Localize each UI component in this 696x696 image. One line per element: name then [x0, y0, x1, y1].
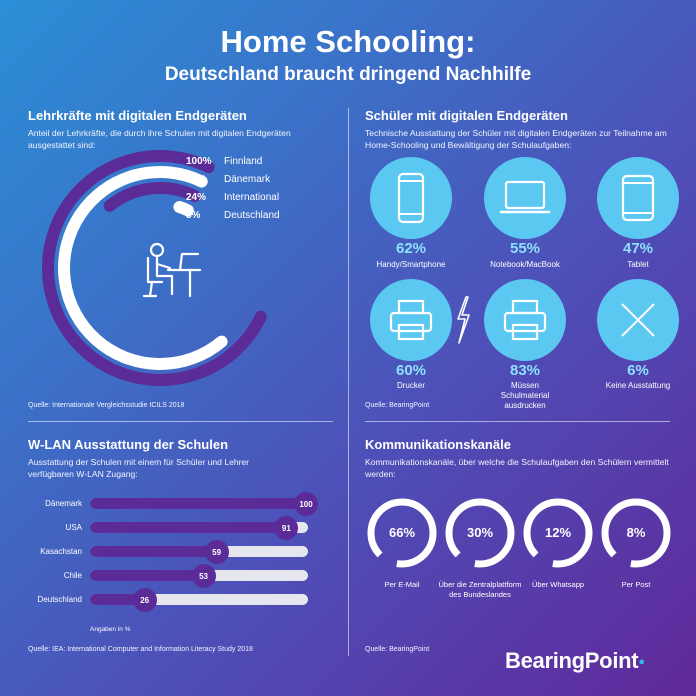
- channel-label: Per Post: [621, 580, 651, 589]
- channel-label: Über die Zentralplattform des Bundeslandes: [438, 580, 522, 599]
- channel-label: Über Whatsapp: [531, 580, 585, 589]
- horizontal-divider-right: [365, 421, 670, 422]
- page-subtitle: Deutschland braucht dringend Nachhilfe: [164, 64, 532, 85]
- device-pct-tablet: 47%: [622, 240, 654, 257]
- printer-icon: [387, 298, 435, 342]
- horizontal-divider-left: [28, 421, 333, 422]
- device-pct-none: 6%: [627, 362, 649, 379]
- channels-source: Quelle: BearingPoint: [365, 646, 430, 653]
- bar-fill: [90, 546, 219, 557]
- no-equipment-tile: [597, 279, 679, 361]
- device-label-smartphone: Handy/Smartphone: [376, 260, 446, 269]
- brand-logo: [505, 648, 645, 674]
- teachers-radial-chart: [40, 150, 330, 390]
- wlan-title: W-LAN Ausstattung der Schulen: [28, 437, 229, 452]
- laptop-icon: [498, 178, 552, 218]
- teachers-legend: [186, 152, 280, 224]
- legend-row-daenemark: [186, 170, 280, 188]
- wlan-description: Ausstattung der Schulen mit einem für Schüler und Lehrer verfügbaren W-LAN Zugang:: [28, 457, 250, 479]
- bar-label: Chile: [63, 571, 82, 580]
- channel-pct: 12%: [544, 525, 572, 540]
- wlan-bar-chart: [22, 498, 322, 618]
- channel-pct: 8%: [626, 525, 646, 540]
- smartphone-icon: [391, 172, 431, 224]
- teachers-source: Quelle: Internationale Vergleichsstudie ICILS 2018: [28, 402, 185, 409]
- bar-label: Dänemark: [45, 499, 82, 508]
- wlan-source: Quelle: IEA: International Computer and Information Literacy Study 2018: [28, 646, 253, 653]
- students-description: Technische Ausstattung der Schüler mit digitalen Endgeräten zur Teilnahme am Home-Schooling und Bewältigung der Schulaufgaben:: [365, 128, 667, 150]
- bar-fill: [90, 570, 206, 581]
- bar-value: 100: [294, 492, 318, 516]
- wlan-unit-note: Angaben in %: [90, 626, 131, 633]
- channel-pct: 30%: [466, 525, 494, 540]
- printer-required-tile: [484, 279, 566, 361]
- device-label-must-print: Müssen Schulmaterial ausdrucken: [500, 381, 550, 410]
- laptop-tile: [484, 157, 566, 239]
- printer-icon: [501, 298, 549, 342]
- device-label-none: Keine Ausstattung: [605, 381, 671, 390]
- device-pct-laptop: 55%: [509, 240, 541, 257]
- device-pct-smartphone: 62%: [395, 240, 427, 257]
- channels-rings: [355, 496, 685, 626]
- tablet-icon: [618, 173, 658, 223]
- device-label-printer: Drucker: [396, 381, 425, 390]
- channels-description: Kommunikationskanäle, über welche die Schulaufgaben den Schülern vermittelt werden:: [365, 457, 669, 479]
- device-pct-must-print: 83%: [509, 362, 541, 379]
- teachers-description: Anteil der Lehrkräfte, die durch ihre Schulen mit digitalen Endgeräten ausgestattet sind:: [28, 128, 291, 150]
- brand-dot-icon: ●: [638, 656, 645, 669]
- bar-label: Deutschland: [37, 595, 82, 604]
- lightning-icon: [452, 295, 474, 345]
- legend-pct: 24%: [186, 191, 207, 203]
- device-pct-printer: 60%: [395, 362, 427, 379]
- printer-tile: [370, 279, 452, 361]
- bar-value: 59: [205, 540, 229, 564]
- bar-value: 26: [133, 588, 157, 612]
- bar-label: USA: [65, 523, 82, 532]
- legend-row-deutschland: [186, 206, 280, 224]
- bar-label: Kasachstan: [40, 547, 82, 556]
- legend-label: International: [224, 191, 280, 203]
- students-source: Quelle: BearingPoint: [365, 402, 430, 409]
- person-at-computer-icon: [144, 244, 200, 296]
- device-label-laptop: Notebook/MacBook: [490, 260, 560, 269]
- cross-icon: [616, 298, 660, 342]
- legend-label: Finnland: [224, 155, 263, 167]
- channels-title: Kommunikationskanäle: [365, 437, 511, 452]
- device-label-tablet: Tablet: [627, 260, 649, 269]
- channel-label: Per E-Mail: [384, 580, 420, 589]
- legend-row-finnland: [186, 152, 280, 170]
- legend-row-international: [186, 188, 280, 206]
- bar-value: 91: [274, 516, 298, 540]
- bar-fill: [90, 522, 288, 533]
- students-title: Schüler mit digitalen Endgeräten: [365, 108, 568, 123]
- legend-label: Dänemark: [224, 173, 271, 185]
- channel-pct: 66%: [388, 525, 416, 540]
- brand-name: BearingPoint: [505, 648, 639, 673]
- teachers-title: Lehrkräfte mit digitalen Endgeräten: [28, 108, 247, 123]
- legend-pct: 3%: [186, 209, 201, 221]
- bar-fill: [90, 498, 308, 509]
- bar-value: 53: [192, 564, 216, 588]
- tablet-tile: [597, 157, 679, 239]
- legend-pct: 91%: [186, 173, 207, 185]
- page-title: Home Schooling:: [220, 24, 476, 59]
- legend-pct: 100%: [186, 155, 212, 167]
- smartphone-tile: [370, 157, 452, 239]
- legend-label: Deutschland: [224, 209, 280, 221]
